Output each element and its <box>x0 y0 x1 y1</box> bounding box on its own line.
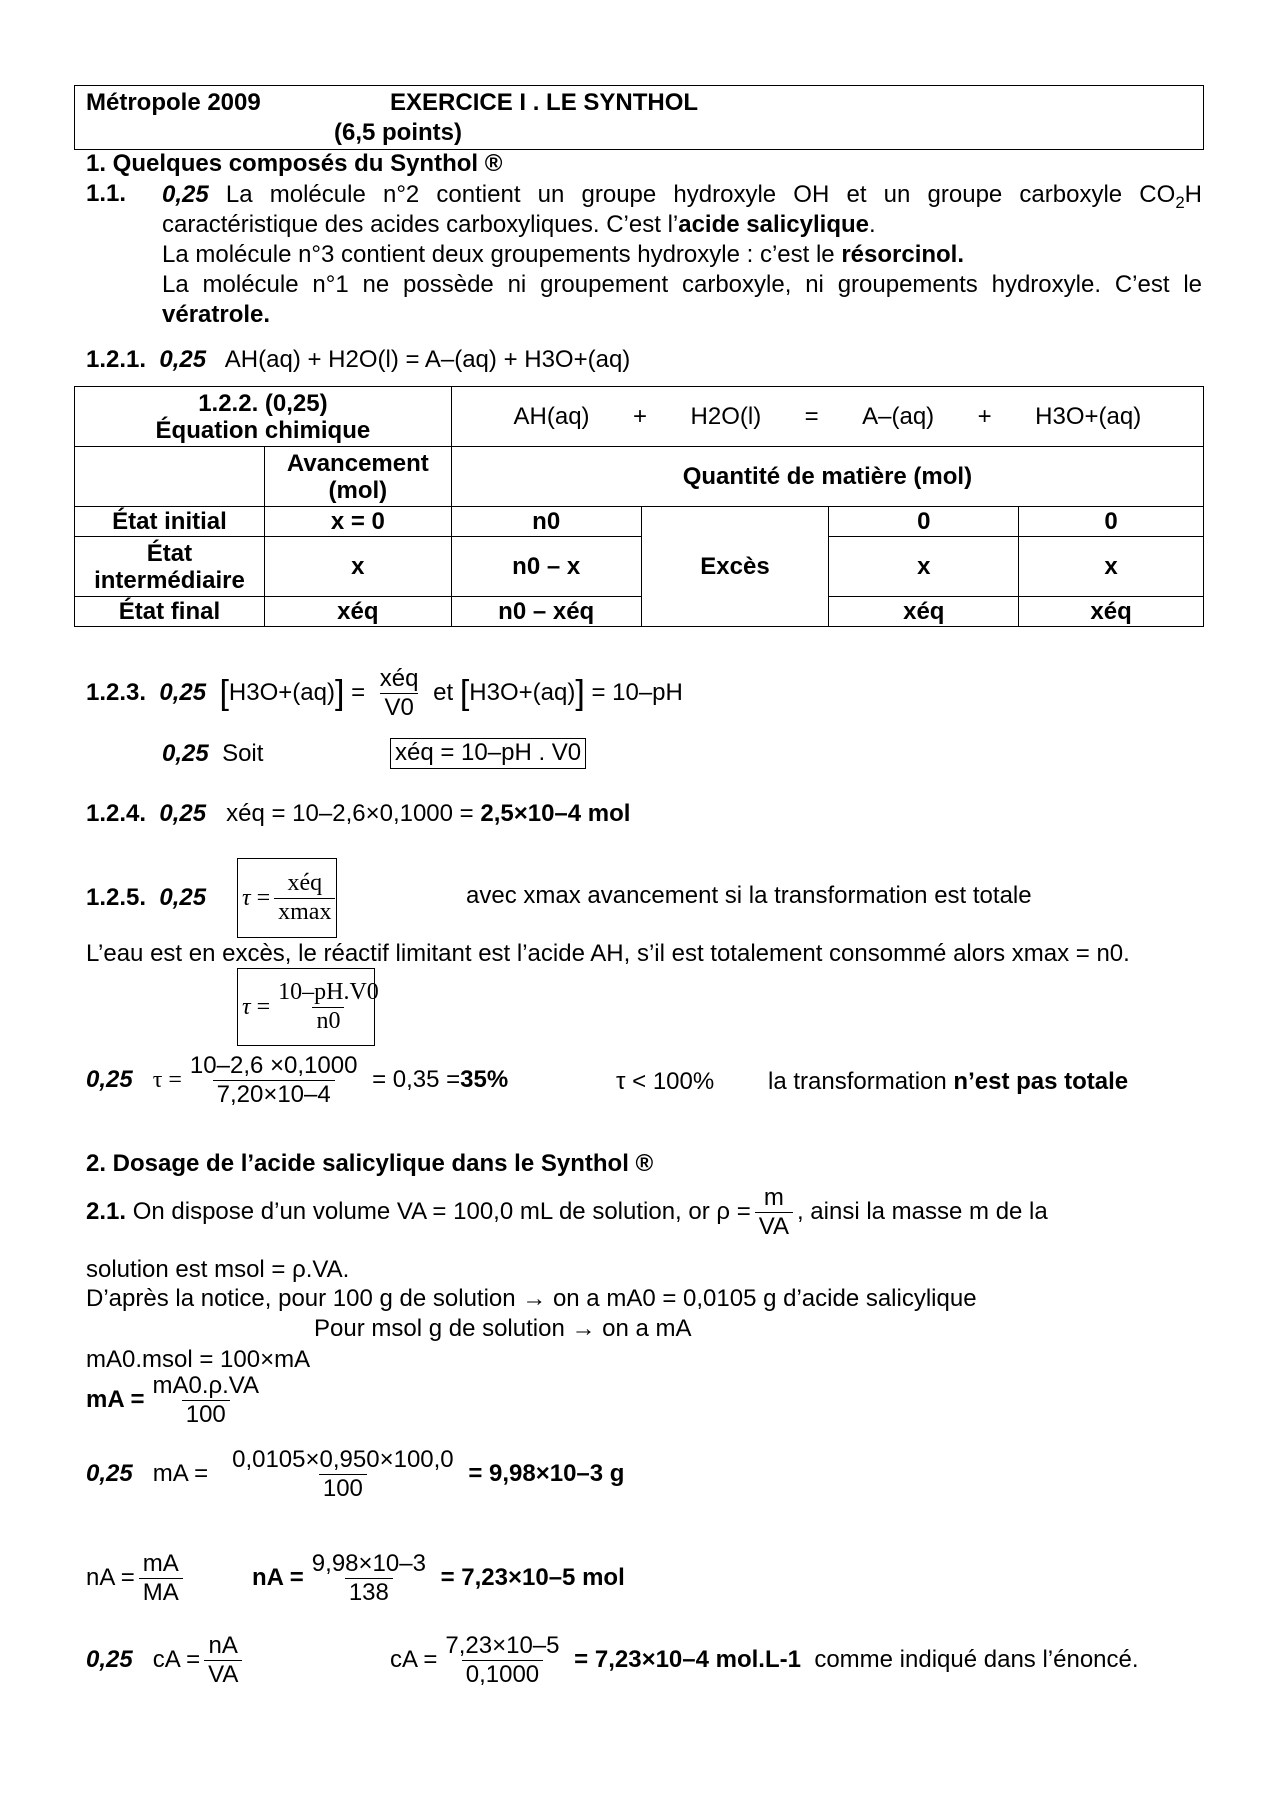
q11-text: 0,25 La molécule n°2 contient un groupe hydroxyle OH et un groupe carboxyle $CO_2H$ caractéristique des acides carboxyliques. C’est l’acide salicylique. La molécule n°3 contient deux groupements hydroxyle : c’est le résorcinol. La molécule n°1 ne possède ni groupement carboxyle, ni groupements hydroxyle. C’est le vératrole. <box>162 181 1202 328</box>
table-cell: n0 <box>451 507 641 537</box>
q21: 2.1. On dispose d’un volume VA = 100,0 mL de solution, or ρ = $\frac{m}{VA}$ , ainsi la masse m de la <box>86 1184 1048 1240</box>
q125-calc: 0,25 τ = $\frac{10-2,6 \times 0,1000}{7,20\times 10-4}$ = 0,35 = 35% <box>86 1052 509 1108</box>
table-cell: n0 – x <box>451 537 641 597</box>
table-empty-cell <box>75 447 265 507</box>
q21-line2: solution est msol = ρ.VA. <box>86 1256 350 1283</box>
table-cell: x <box>264 537 451 597</box>
q11-points: 0,25 <box>162 181 209 208</box>
q21-na: nA = $\frac{mA}{MA}$ <box>86 1550 187 1606</box>
q21-na-calc: nA = $\frac{9,98\times 10-3}{138}$ = 7,23×10–5 mol <box>252 1550 625 1606</box>
q125-lt: τ < 100% <box>616 1068 715 1095</box>
q21-ma0: mA0.msol = 100×mA <box>86 1346 311 1373</box>
part2-title: 2. Dosage de l’acide salicylique dans le Synthol ® <box>86 1150 654 1177</box>
q21-ma-formula: mA = $\frac{mA0.\rho.VA}{100}$ <box>86 1372 260 1428</box>
q21-ca: 0,25 cA = $\frac{nA}{VA}$ <box>86 1632 246 1688</box>
table-cell: 0 <box>829 507 1019 537</box>
q123-boxed-result: xéq = 10–pH . V0 <box>390 738 586 769</box>
table-avancement-header: Avancement (mol) <box>264 447 451 507</box>
table-cell: n0 – xéq <box>451 597 641 627</box>
q21-ca-calc: cA = $\frac{7,23\times 10-5}{0,1000}$ = 7,23×10–4 mol.L-1 comme indiqué dans l’énoncé. <box>390 1632 1139 1688</box>
table-cell: x <box>1019 537 1204 597</box>
header-points: (6,5 points) <box>334 119 463 146</box>
advancement-table <box>74 386 1204 627</box>
table-exces-cell: Excès <box>641 507 829 627</box>
table-row-label: État initial <box>75 507 265 537</box>
table-cell: xéq <box>829 597 1019 627</box>
part1-title: 1. Quelques composés du Synthol ® <box>86 150 503 177</box>
q125-conclusion: la transformation n’est pas totale <box>768 1068 1129 1095</box>
q123-soit: 0,25 Soit <box>162 740 264 767</box>
table-cell: x = 0 <box>264 507 451 537</box>
q11-number: 1.1. <box>86 180 127 207</box>
table-equation: AH(aq) + H2O(l) = A–(aq) + H3O+(aq) <box>451 387 1203 447</box>
table-row-label: État intermédiaire <box>75 537 265 597</box>
header-exercise: EXERCICE I . LE SYNTHOL <box>390 89 699 116</box>
table-head-cell: 1.2.2. (0,25) Équation chimique <box>75 387 452 447</box>
q125-tau-box: τ = $\frac{\text{xéq}}{xmax}$ <box>237 858 337 938</box>
q125: 1.2.5. 0,25 <box>86 884 207 911</box>
table-cell: xéq <box>1019 597 1204 627</box>
q21-pour: Pour msol g de solution → on a mA <box>314 1315 692 1342</box>
q121: 1.2.1. 0,25 AH(aq) + H2O(l) = A–(aq) + H3O+(aq) <box>86 346 631 373</box>
table-row-label: État final <box>75 597 265 627</box>
table-cell: 0 <box>1019 507 1204 537</box>
table-cell: xéq <box>264 597 451 627</box>
q125-avec: avec xmax avancement si la transformation est totale <box>466 882 1032 909</box>
q125-tau2-box: τ = $\frac{10-pH.V0}{n0}$ <box>237 968 375 1046</box>
q121-equation: AH(aq) + H2O(l) = A–(aq) + H3O+(aq) <box>224 346 631 373</box>
header-source: Métropole 2009 <box>86 89 261 116</box>
q124: 1.2.4. 0,25 xéq = 10–2,6×0,1000 = 2,5×10–4 mol <box>86 800 631 827</box>
q125-eau: L’eau est en excès, le réactif limitant est l’acide AH, s’il est totalement consommé alors xmax = n0. <box>86 940 1130 967</box>
q21-notice: D’après la notice, pour 100 g de solution → on a mA0 = 0,0105 g d’acide salicylique <box>86 1285 977 1312</box>
q21-ma-calc: 0,25 mA = $\frac{0,0105\times 0,950\times 100,0}{100}$ = 9,98×10–3 g <box>86 1446 625 1502</box>
q123: 1.2.3. 0,25 [ H3O+(aq) ] = $\frac{\text{xéq}}{V0}$ et [ H3O+(aq) ] = 10–pH <box>86 665 683 721</box>
table-cell: x <box>829 537 1019 597</box>
table-quantite-header: Quantité de matière (mol) <box>451 447 1203 507</box>
